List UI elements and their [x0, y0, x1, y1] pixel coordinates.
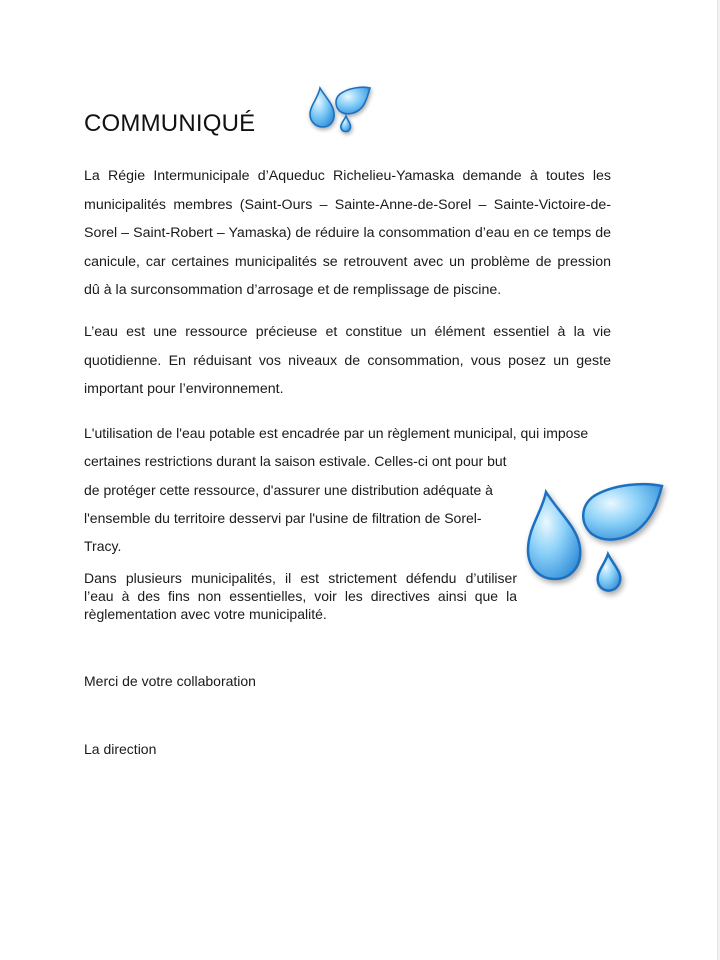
water-drops-icon: [306, 80, 378, 138]
paragraph-4-line: l’eau à des fins non essentielles, voir les directives ainsi que la: [84, 588, 517, 604]
paragraph-1: La Régie Intermunicipale d’Aqueduc Richelieu-Yamaska demande à toutes les municipalités membres (Saint-Ours – Sainte-Anne-de-Sorel – Sainte-Victoire-de-Sorel – Saint-Robert – Yamaska) de réduire la consommation d’eau en ce temps de canicule, car certaines municipalités se retrouvent avec un problème de pression dû à la surconsommation d’arrosage et de remplissage de piscine.: [84, 168, 611, 299]
paragraph-3-line: l'ensemble du territoire desservi par l'usine de filtration de Sorel-: [84, 509, 482, 526]
water-drops-icon: [520, 478, 670, 606]
page-title: COMMUNIQUÉ: [84, 110, 256, 137]
paragraph-4: [84, 569, 517, 623]
paragraph-3-line: de protéger cette ressource, d'assurer une distribution adéquate à: [84, 481, 493, 498]
paragraph-3-line: L'utilisation de l'eau potable est encadrée par un règlement municipal, qui impose: [84, 425, 589, 441]
paragraph-4-line: Dans plusieurs municipalités, il est strictement défendu d’utiliser: [84, 570, 517, 586]
closing-text: Merci de votre collaboration: [84, 673, 256, 689]
paragraph-2: L’eau est une ressource précieuse et constitue un élément essentiel à la vie quotidienne. En réduisant vos niveaux de consommation, vous posez un geste important pour l’environnement.: [84, 324, 611, 398]
paragraph-3-line: Tracy.: [84, 538, 122, 555]
paragraph-4-line: règlementation avec votre municipalité.: [84, 606, 327, 622]
paragraph-3-line: certaines restrictions durant la saison estivale. Celles-ci ont pour but: [84, 453, 507, 470]
signature-text: La direction: [84, 741, 157, 757]
